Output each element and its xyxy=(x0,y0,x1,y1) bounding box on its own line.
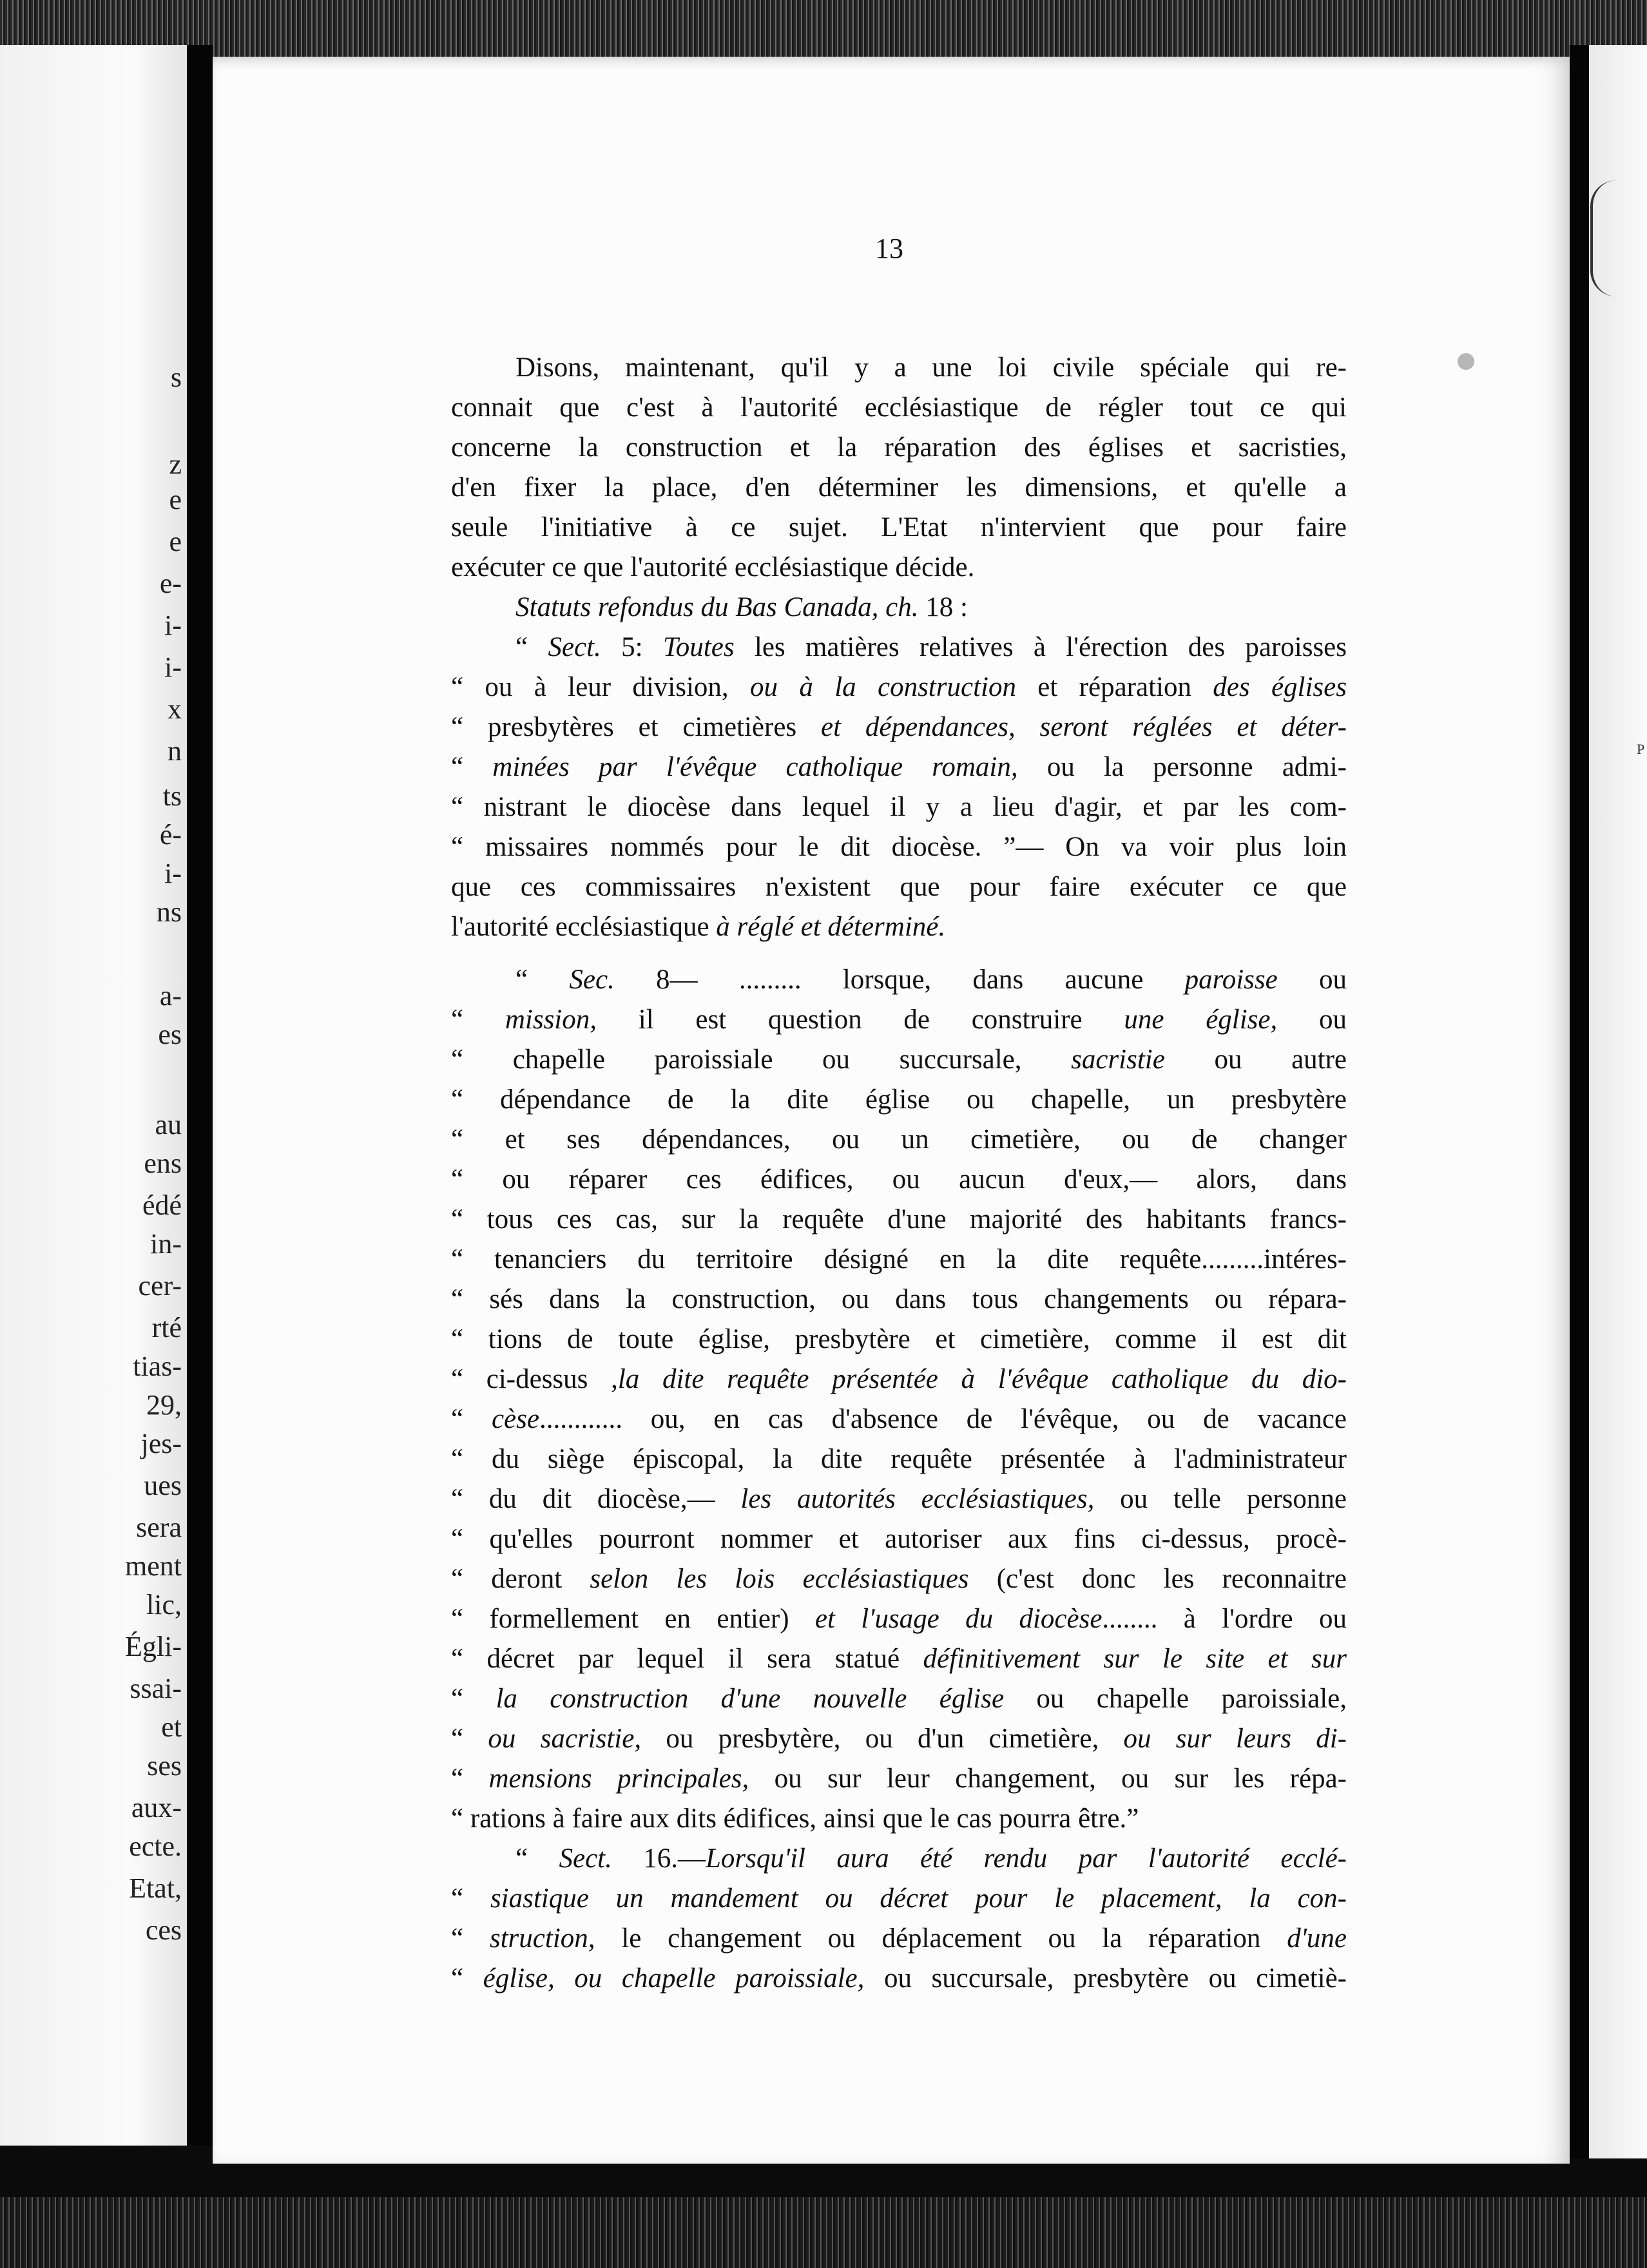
text-line: concerne la construction et la réparation des églises et sacristies, xyxy=(451,432,1347,463)
sec5-line xyxy=(451,628,1347,668)
page-gutter xyxy=(187,45,213,2146)
sec5-line xyxy=(451,707,1347,747)
paragraph-gap xyxy=(451,947,1347,960)
text-span: siastique un mandement ou décret pour le placement, la con- xyxy=(490,1883,1347,1914)
text-span: des églises xyxy=(1213,672,1347,702)
sec5-line xyxy=(451,668,1347,707)
text-span: “ xyxy=(451,1004,505,1035)
text-span: minées par l'évêque catholique romain, xyxy=(492,752,1018,782)
sec8-line: “ rations à faire aux dits édifices, ainsi que le cas pourra être.” xyxy=(451,1803,1139,1834)
sec8-line xyxy=(451,1599,1347,1639)
text-span: ou la personne admi- xyxy=(1017,752,1347,782)
sec8-line: “ tions de toute église, presbytère et cimetière, comme il est dit xyxy=(451,1324,1347,1354)
sec8-line: “ dépendance de la dite église ou chapelle, un presbytère xyxy=(451,1084,1347,1115)
sec16-line xyxy=(451,1919,1347,1959)
film-top-border xyxy=(0,0,1647,58)
facing-page-fragment: rté xyxy=(151,1312,182,1343)
facing-page-fragment: s xyxy=(170,361,182,393)
text-span: la construction d'une nouvelle église xyxy=(496,1684,1005,1714)
text-span: et dépendances, seront réglées et déter- xyxy=(821,712,1347,742)
right-gutter xyxy=(1570,45,1589,2158)
facing-page-fragment: cer- xyxy=(138,1270,182,1302)
text-span: ou chapelle paroissiale, xyxy=(1004,1684,1347,1714)
text-span: ou telle personne xyxy=(1094,1484,1347,1514)
text-span: “ xyxy=(451,1883,490,1914)
facing-page-fragment: x xyxy=(168,693,182,725)
facing-page-fragment: ns xyxy=(156,896,182,928)
next-page-edge xyxy=(1589,45,1647,2158)
page-curl xyxy=(1590,180,1619,296)
statute-title-italic: Statuts refondus du Bas Canada, ch. xyxy=(515,592,919,622)
text-span: 5: xyxy=(601,632,663,662)
text-line: connait que c'est à l'autorité ecclésiastique de régler tout ce qui xyxy=(451,392,1347,423)
facing-page-fragment: es xyxy=(158,1019,182,1050)
text-span: ou succursale, presbytère ou cimetiè- xyxy=(864,1963,1347,1994)
sec8-line xyxy=(451,1639,1347,1679)
statute-title-chapter: 18 : xyxy=(918,592,968,622)
text-span: “ ci-dessus , xyxy=(451,1364,618,1394)
film-bottom-border xyxy=(0,2197,1647,2268)
text-span: ou xyxy=(1277,1004,1347,1035)
text-span: sacristie xyxy=(1071,1044,1165,1075)
sec5-line xyxy=(451,747,1347,787)
text-span: Toutes xyxy=(662,632,735,662)
sec16-line xyxy=(451,1839,1347,1879)
text-span: “ xyxy=(451,752,493,782)
text-span: mission, xyxy=(505,1004,597,1035)
text-span: “ xyxy=(451,1404,492,1434)
ink-spot xyxy=(1458,353,1474,370)
text-span: ou xyxy=(1277,965,1347,995)
text-span: une église, xyxy=(1124,1004,1278,1035)
text-span: Lorsqu'il aura été rendu par l'autorité ecclé- xyxy=(706,1843,1347,1874)
sec8-line xyxy=(451,1399,1347,1439)
text-line: seule l'initiative à ce sujet. L'Etat n'intervient que pour faire xyxy=(451,512,1347,543)
text-span: “ xyxy=(451,1763,489,1794)
facing-page-fragment: ses xyxy=(147,1750,182,1782)
text-span: ou sacristie, xyxy=(488,1724,642,1754)
text-span: Sect. xyxy=(548,632,601,662)
text-span: ............ ou, en cas d'absence de l'évêque, ou de vacance xyxy=(539,1404,1347,1434)
sec5-line xyxy=(451,907,1347,947)
text-span: “ xyxy=(451,1684,496,1714)
sec16-line xyxy=(451,1879,1347,1919)
facing-page-fragment: e xyxy=(169,526,182,557)
text-span: 8— ......... lorsque, dans aucune xyxy=(614,965,1185,995)
facing-page-fragment: jes- xyxy=(140,1428,182,1459)
text-span: “ ou à leur division, xyxy=(451,672,751,702)
facing-page-fragment: ens xyxy=(144,1148,182,1179)
sec5-line: que ces commissaires n'existent que pour faire exécuter ce que xyxy=(451,872,1347,902)
facing-page-fragment: n xyxy=(168,735,182,767)
text-span: “ xyxy=(515,965,570,995)
text-span: définitivement sur le site et sur xyxy=(923,1644,1347,1674)
text-span: (c'est donc les reconnaitre xyxy=(968,1564,1347,1594)
facing-page-fragment: i- xyxy=(164,651,182,683)
sec8-line: “ tenanciers du territoire désigné en la dite requête.........intéres- xyxy=(451,1244,1347,1274)
text-span: église, ou chapelle paroissiale, xyxy=(483,1963,865,1994)
text-span: cèse xyxy=(491,1404,539,1434)
sec8-line xyxy=(451,960,1347,1000)
facing-page-fragment: tias- xyxy=(133,1350,182,1382)
facing-page-fragment: sera xyxy=(136,1512,182,1543)
sec8-line xyxy=(451,1479,1347,1519)
text-span: ou autre xyxy=(1164,1044,1347,1075)
sec8-line: “ et ses dépendances, ou un cimetière, ou de changer xyxy=(451,1124,1347,1155)
sec8-line: “ ou réparer ces édifices, ou aucun d'eux,— alors, dans xyxy=(451,1164,1347,1195)
text-span: “ décret par lequel il sera statué xyxy=(451,1644,923,1674)
sec8-line: “ du siège épiscopal, la dite requête présentée à l'administrateur xyxy=(451,1444,1347,1474)
facing-page-fragment: aux- xyxy=(131,1792,182,1823)
facing-page-edge xyxy=(0,45,187,2146)
text-span: “ deront xyxy=(451,1564,590,1594)
facing-page-fragment: e- xyxy=(159,568,182,599)
text-span: “ xyxy=(451,1724,488,1754)
text-span: ou sur leurs di- xyxy=(1123,1724,1347,1754)
facing-page-fragment: édé xyxy=(142,1189,182,1221)
facing-page-fragment: e xyxy=(169,484,182,515)
sec8-line xyxy=(451,1360,1347,1399)
sec8-line xyxy=(451,1559,1347,1599)
page-number: 13 xyxy=(875,233,903,264)
text-span: la dite requête présentée à l'évêque catholique du dio- xyxy=(617,1364,1347,1394)
text-span: struction, xyxy=(489,1923,595,1954)
text-line: Disons, maintenant, qu'il y a une loi civile spéciale qui re- xyxy=(515,352,1347,383)
facing-page-fragment: lic, xyxy=(146,1589,182,1620)
sec8-line xyxy=(451,1000,1347,1040)
edge-mark: P xyxy=(1637,741,1645,757)
text-span: d'une xyxy=(1287,1923,1347,1954)
text-span: mensions principales, xyxy=(488,1763,749,1794)
text-span: paroisse xyxy=(1184,965,1278,995)
facing-page-fragment: é- xyxy=(159,819,182,850)
facing-page-fragment: i- xyxy=(164,610,182,641)
facing-page-fragment: ssai- xyxy=(130,1673,182,1704)
text-span: ou presbytère, ou d'un cimetière, xyxy=(641,1724,1124,1754)
sec16-line xyxy=(451,1959,1347,1999)
facing-page-fragment: i- xyxy=(164,858,182,889)
sec8-line: “ qu'elles pourront nommer et autoriser aux fins ci-dessus, procè- xyxy=(451,1524,1347,1554)
text-span: le changement ou déplacement ou la réparation xyxy=(595,1923,1287,1954)
body-text xyxy=(451,348,1347,1999)
text-line: exécuter ce que l'autorité ecclésiastique décide. xyxy=(451,552,975,582)
facing-page-fragment: Etat, xyxy=(129,1872,182,1904)
facing-page-fragment: 29, xyxy=(146,1389,182,1421)
text-span: les matières relatives à l'érection des paroisses xyxy=(734,632,1347,662)
facing-page-fragment: ces xyxy=(145,1914,182,1946)
facing-page-fragment: Égli- xyxy=(125,1631,182,1662)
facing-page-fragment: ts xyxy=(162,780,182,812)
text-span: et l'usage du diocèse xyxy=(814,1604,1103,1634)
text-span: et réparation xyxy=(1016,672,1213,702)
text-span: “ chapelle paroissiale ou succursale, xyxy=(451,1044,1072,1075)
sec5-line: “ missaires nommés pour le dit diocèse. ”— On va voir plus loin xyxy=(451,832,1347,862)
text-span: “ xyxy=(451,1963,483,1994)
facing-page-fragment: ues xyxy=(144,1470,182,1501)
facing-page-fragment: z xyxy=(169,448,182,480)
text-line: d'en fixer la place, d'en déterminer les dimensions, et qu'elle a xyxy=(451,472,1347,503)
text-span: “ presbytères et cimetières xyxy=(451,712,821,742)
facing-page-fragment: et xyxy=(161,1711,182,1743)
sec5-line: “ nistrant le diocèse dans lequel il y a lieu d'agir, et par les com- xyxy=(451,792,1347,822)
text-span: “ xyxy=(515,1843,559,1874)
text-span: Sec. xyxy=(569,965,615,995)
text-span: il est question de construire xyxy=(597,1004,1124,1035)
sec8-line: “ tous ces cas, sur la requête d'une majorité des habitants francs- xyxy=(451,1204,1347,1235)
sec8-line xyxy=(451,1719,1347,1759)
facing-page-fragment: au xyxy=(155,1109,182,1140)
statute-title xyxy=(451,588,1347,628)
text-span: 16.— xyxy=(612,1843,706,1874)
facing-page-fragment: ment xyxy=(125,1550,182,1582)
text-span: selon les lois ecclésiastiques xyxy=(590,1564,969,1594)
facing-page-text-fragments xyxy=(0,45,187,2146)
text-span: ........ à l'ordre ou xyxy=(1102,1604,1347,1634)
text-span: “ du dit diocèse,— xyxy=(451,1484,741,1514)
facing-page-fragment: a- xyxy=(159,980,182,1012)
text-span: Sect. xyxy=(559,1843,612,1874)
text-span: “ xyxy=(451,1923,490,1954)
text-span: l'autorité ecclésiastique xyxy=(451,912,717,942)
sec8-line: “ sés dans la construction, ou dans tous changements ou répara- xyxy=(451,1284,1347,1314)
text-span: ou sur leur changement, ou sur les répa- xyxy=(749,1763,1347,1794)
text-span: à réglé et déterminé. xyxy=(716,912,946,942)
sec8-line xyxy=(451,1679,1347,1719)
sec8-line xyxy=(451,1040,1347,1080)
text-span: “ formellement en entier) xyxy=(451,1604,815,1634)
facing-page-fragment: ecte. xyxy=(129,1831,182,1862)
text-span: ou à la construction xyxy=(750,672,1016,702)
facing-page-fragment: in- xyxy=(150,1228,182,1260)
text-span: “ xyxy=(515,632,548,662)
text-span: les autorités ecclésiastiques, xyxy=(740,1484,1095,1514)
sec8-line xyxy=(451,1759,1347,1799)
